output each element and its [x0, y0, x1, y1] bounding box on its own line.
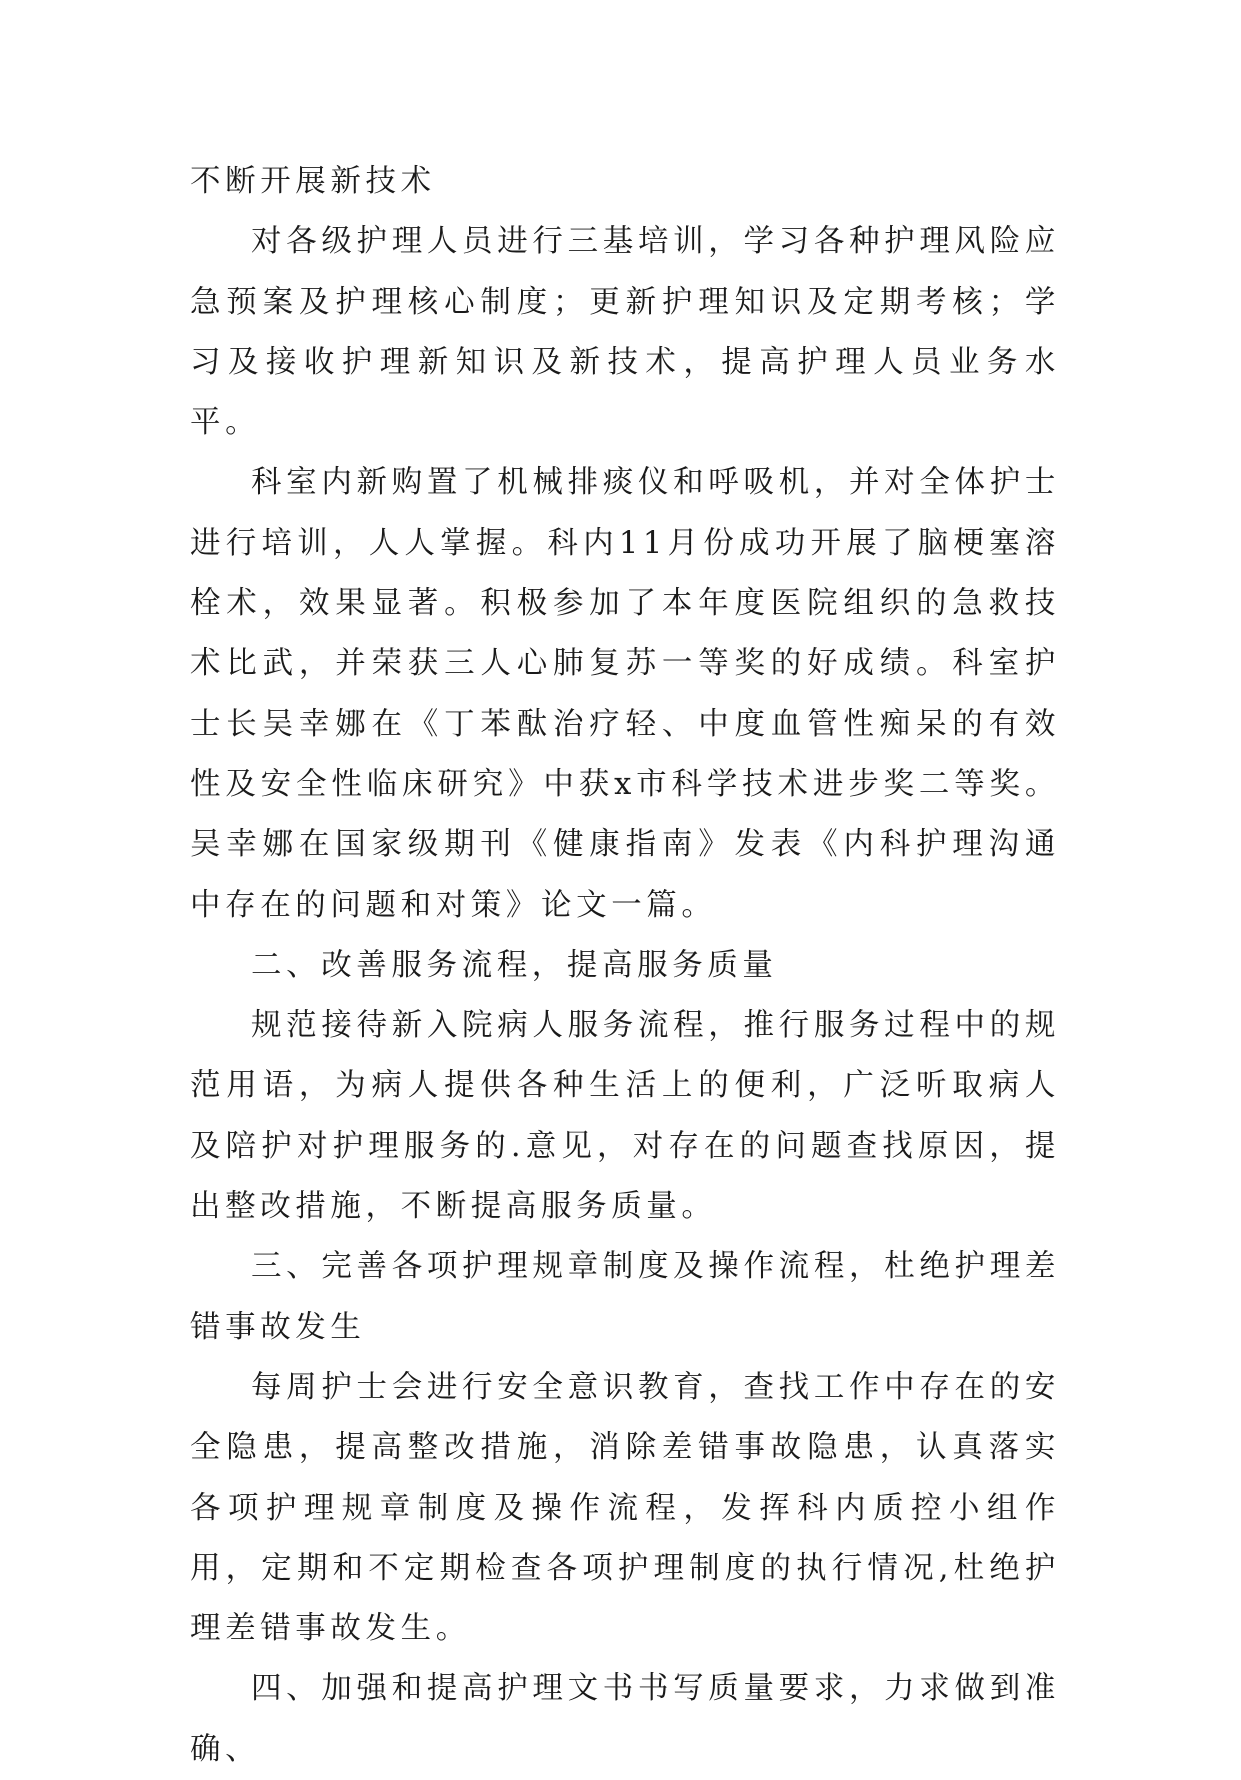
paragraph-service-process: 规范接待新入院病人服务流程，推行服务过程中的规范用语，为病人提供各种生活上的便利，广泛听取病人及陪护对护理服务的.意见，对存在的问题查找原因，提出整改措施，不断提高服务质量。: [190, 1008, 1060, 1225]
section-heading-service: 二、改善服务流程，提高服务质量: [251, 947, 778, 983]
paragraph-training: 对各级护理人员进行三基培训，学习各种护理风险应急预案及护理核心制度；更新护理知识及定期考核；学习及接收护理新知识及新技术，提高护理人员业务水平。: [190, 224, 1060, 441]
section-heading-regulations: 三、完善各项护理规章制度及操作流程，杜绝护理差错事故发生: [190, 1249, 1060, 1345]
section-heading-documentation: 四、加强和提高护理文书书写质量要求，力求做到准确、: [190, 1671, 1060, 1767]
paragraph-new-equipment: 科室内新购置了机械排痰仪和呼吸机，并对全体护士进行培训，人人掌握。科内11月份成功开展了脑梗塞溶栓术，效果显著。积极参加了本年度医院组织的急救技术比武，并荣获三人心肺复苏一等奖的好成绩。科室护士长吴幸娜在《丁苯酞治疗轻、中度血管性痴呆的有效性及安全性临床研究》中获x市科学技术进步奖二等奖。吴幸娜在国家级期刊《健康指南》发表《内科护理沟通中存在的问题和对策》论文一篇。: [190, 465, 1060, 923]
document-body: [190, 152, 1060, 1780]
paragraph-continuation: 不断开展新技术: [190, 164, 436, 199]
paragraph-safety-education: 每周护士会进行安全意识教育，查找工作中存在的安全隐患，提高整改措施，消除差错事故隐患，认真落实各项护理规章制度及操作流程，发挥科内质控小组作用，定期和不定期检查各项护理制度的执行情况,杜绝护理差错事故发生。: [190, 1369, 1060, 1647]
